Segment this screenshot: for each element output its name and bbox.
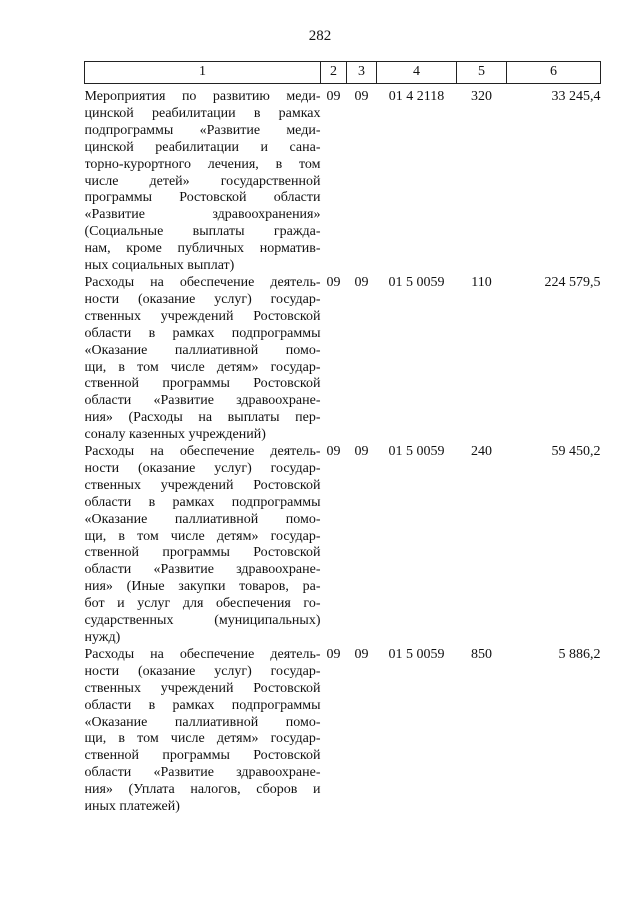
table-row — [85, 647, 601, 816]
description-line: ности (оказание услуг) государ- — [84, 291, 321, 307]
description-line: подпрограммы «Развитие меди- — [84, 122, 321, 138]
row-description — [85, 84, 321, 275]
description-line: торно-курортного лечения, в том — [84, 156, 321, 172]
row-amount: 5 886,2 — [558, 646, 601, 662]
table-row — [85, 275, 601, 444]
description-line: числе детей» государственной — [84, 173, 321, 189]
description-line: Мероприятия по развитию меди- — [84, 89, 321, 104]
description-line: ственных учреждений Ростовской — [84, 477, 321, 493]
row-target-article: 01 5 0059 — [388, 444, 445, 460]
row-description — [85, 444, 321, 647]
header-col-3: 3 — [347, 62, 377, 84]
description-line: Расходы на обеспечение деятель- — [84, 274, 321, 290]
row-section-code: 09 — [326, 89, 341, 104]
description-line: щи, в том числе детям» государ- — [84, 359, 321, 375]
description-line: области в рамках подпрограммы — [84, 325, 321, 341]
description-line: цинской реабилитации и сана- — [84, 139, 321, 155]
row-target-article: 01 4 2118 — [388, 89, 445, 104]
description-line: Расходы на обеспечение деятель- — [84, 444, 321, 460]
row-section-code: 09 — [326, 274, 341, 290]
description-line: цинской реабилитации в рамках — [84, 105, 321, 121]
description-line: щи, в том числе детям» государ- — [84, 731, 321, 747]
description-line: «Оказание паллиативной помо- — [84, 342, 321, 358]
description-line: ственной программы Ростовской — [84, 748, 321, 764]
row-section-code: 09 — [326, 444, 341, 460]
description-line: ственных учреждений Ростовской — [84, 680, 321, 696]
description-line: «Оказание паллиативной помо- — [84, 714, 321, 730]
row-target-article: 01 5 0059 — [388, 646, 445, 662]
description-line: бот и услуг для обеспечения го- — [84, 596, 321, 612]
description-line: ния» (Уплата налогов, сборов и — [84, 782, 321, 798]
row-expense-type: 850 — [471, 646, 492, 662]
description-line: щи, в том числе детям» государ- — [84, 528, 321, 544]
row-subsection-code: 09 — [354, 444, 369, 460]
row-expense-type: 110 — [471, 274, 492, 290]
description-line: сударственных (муниципальных) — [84, 613, 321, 629]
description-line: Расходы на обеспечение деятель- — [84, 646, 321, 662]
header-col-4: 4 — [377, 62, 457, 84]
description-line: ственной программы Ростовской — [84, 545, 321, 561]
description-line: ности (оказание услуг) государ- — [84, 663, 321, 679]
row-amount: 59 450,2 — [551, 444, 601, 460]
table-row — [85, 84, 601, 275]
row-subsection-code: 09 — [354, 274, 369, 290]
description-line: ственной программы Ростовской — [84, 376, 321, 392]
header-col-6: 6 — [507, 62, 601, 84]
header-col-1: 1 — [85, 62, 321, 84]
description-line: ности (оказание услуг) государ- — [84, 460, 321, 476]
description-line: области в рамках подпрограммы — [84, 697, 321, 713]
row-expense-type: 240 — [471, 444, 492, 460]
row-amount: 224 579,5 — [544, 274, 601, 290]
description-line: ния» (Иные закупки товаров, ра- — [84, 579, 321, 595]
page-number: 282 — [308, 28, 332, 44]
description-line: области «Развитие здравоохране- — [84, 562, 321, 578]
row-description — [85, 275, 321, 444]
description-line: области в рамках подпрограммы — [84, 494, 321, 510]
description-line: (Социальные выплаты гражда- — [84, 224, 321, 240]
description-line: нам, кроме публичных норматив- — [84, 241, 321, 257]
description-line: области «Развитие здравоохране- — [84, 765, 321, 781]
description-line: нужд) — [84, 630, 121, 645]
description-line: ных социальных выплат) — [84, 258, 235, 274]
row-expense-type: 320 — [471, 89, 492, 104]
row-section-code: 09 — [326, 646, 341, 662]
description-line: ния» (Расходы на выплаты пер- — [84, 410, 321, 426]
table-row — [85, 444, 601, 647]
row-description — [85, 647, 321, 816]
row-subsection-code: 09 — [354, 89, 369, 104]
header-col-5: 5 — [457, 62, 507, 84]
table-header-row — [85, 62, 601, 84]
description-line: области «Развитие здравоохране- — [84, 393, 321, 409]
description-line: «Оказание паллиативной помо- — [84, 511, 321, 527]
description-line: «Развитие здравоохранения» — [84, 207, 321, 223]
description-line: иных платежей) — [84, 799, 180, 815]
description-line: ственных учреждений Ростовской — [84, 308, 321, 324]
row-amount: 33 245,4 — [551, 89, 601, 104]
budget-table — [84, 61, 601, 816]
description-line: программы Ростовской области — [84, 190, 321, 206]
row-subsection-code: 09 — [354, 646, 369, 662]
description-line: соналу казенных учреждений) — [84, 427, 266, 443]
row-target-article: 01 5 0059 — [388, 274, 445, 290]
header-col-2: 2 — [321, 62, 347, 84]
